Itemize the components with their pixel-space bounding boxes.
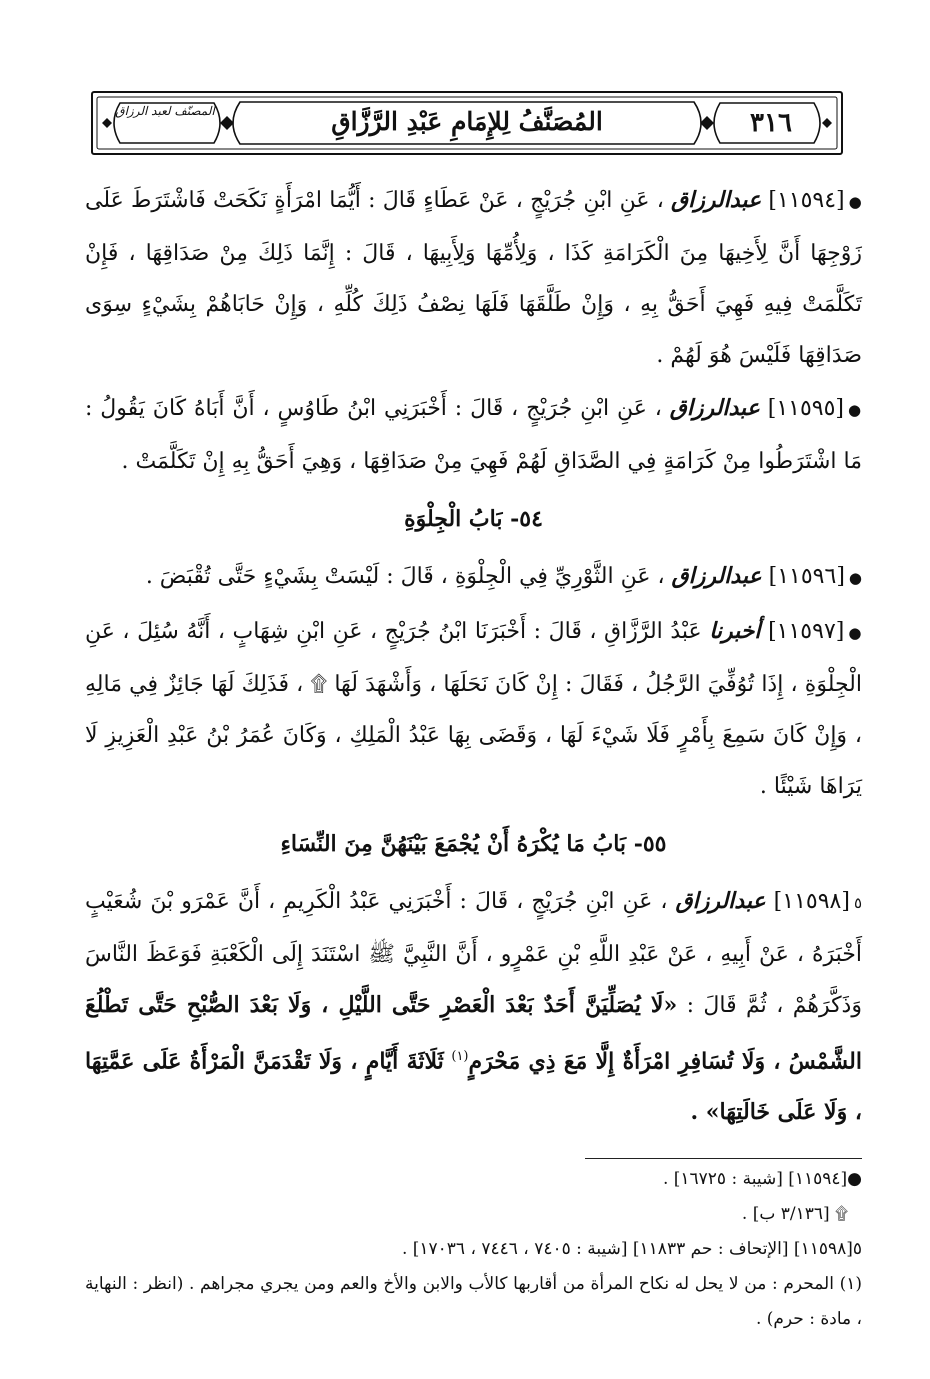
main-text — [85, 175, 862, 1138]
source-name: عبدالرزاق — [671, 187, 762, 213]
hadith-11597 — [85, 606, 862, 812]
running-title: المُصَنَّفُ لِلإِمَامِ عَبْدِ الرَّزَّاقِ — [331, 107, 603, 136]
chapter-heading-55: ٥٥- بَابُ مَا يُكْرَهُ أَنْ يُجْمَعَ بَيْنَهُنَّ مِنَ النِّسَاءِ — [280, 831, 667, 857]
source-name: عبدالرزاق — [671, 563, 762, 589]
footnote-1: ●[١١٥٩٤] [شيبة : ١٦٧٢٥] . — [662, 1169, 862, 1189]
bullet-mark: ● — [848, 569, 862, 587]
hadith-number: [١١٥٩٨] — [773, 889, 850, 914]
hadith-number: [١١٥٩٥] — [767, 396, 844, 421]
hadith-11595 — [85, 383, 862, 487]
hadith-text: ، عَنِ الثَّوْرِيِّ فِي الْجِلْوَةِ ، قَالَ : لَيْسَتْ بِشَيْءٍ حَتَّى تُقْبَضَ . — [145, 564, 665, 589]
bullet-mark: ● — [848, 624, 862, 642]
footnotes — [85, 1162, 862, 1337]
bullet-mark: ● — [848, 401, 862, 419]
source-name: عبدالرزاق — [669, 395, 760, 421]
source-name: عبدالرزاق — [675, 888, 766, 914]
publisher-logo: المصنّف لعبد الرزاق — [115, 104, 215, 118]
source-name: أخبرنا — [709, 618, 761, 644]
hadith-11598 — [85, 876, 862, 1138]
footnote-marker[interactable]: (١) — [451, 1049, 469, 1064]
page-number: ٣١٦ — [750, 108, 792, 138]
page-header — [90, 90, 844, 156]
hadith-11596 — [85, 551, 862, 604]
hadith-11594 — [85, 175, 862, 381]
hadith-text: ، عَنِ ابْنِ جُرَيْجٍ ، قَالَ : أَخْبَرَنِي ابْنُ طَاوُسٍ ، أَنَّ أَبَاهُ كَانَ يَقُولُ : مَا اشْتَرَطُوا مِنْ كَرَامَةٍ فِي الصَّدَاقِ لَهُمْ فَهِيَ مِنْ صَدَاقِهَا ، وَهِيَ أَحَقُّ بِهِ إِنْ تَكَلَّمَتْ . — [85, 396, 862, 474]
prophetic-saying: «لَا يُصَلِّيَنَّ أَحَدٌ بَعْدَ الْعَصْرِ حَتَّى اللَّيْلِ ، وَلَا بَعْدَ الصُّبْحِ حَتَّى تَطْلُعَ الشَّمْسُ ، وَلَا تُسَافِرِ امْرَأَةٌ إِلَّا مَعَ ذِي مَحْرَمٍ — [85, 992, 862, 1075]
footnote-separator — [585, 1158, 862, 1159]
footnote-3: ٥[١١٥٩٨] [الإتحاف : حم ١١٨٣٣] [شيبة : ٧٤٠٥ ، ٧٤٤٦ ، ١٧٠٣٦] . — [401, 1239, 862, 1259]
circle-mark: ٥ — [853, 894, 862, 912]
bullet-mark: ● — [848, 193, 862, 211]
chapter-heading-54: ٥٤- بَابُ الْجِلْوَةِ — [404, 506, 543, 532]
hadith-text: ، عَنِ ابْنِ جُرَيْجٍ ، عَنْ عَطَاءٍ قَالَ : أَيُّمَا امْرَأَةٍ نَكَحَتْ فَاشْتَرَطَ عَلَى زَوْجِهَا أَنَّ لِأَخِيهَا مِنَ الْكَرَامَةِ كَذَا ، وَلِأُمِّهَا وَلِأَبِيهَا ، قَالَ : إِنَّمَا ذَلِكَ مِنْ صَدَاقِهَا ، فَإِنْ تَكَلَّمَتْ فِيهِ فَهِيَ أَحَقُّ بِهِ ، وَإِنْ طَلَّقَهَا فَلَهَا نِصْفُ ذَلِكَ كُلِّهِ ، وَإِنْ حَابَاهُمْ بِشَيْءٍ سِوَى صَدَاقِهَا فَلَيْسَ هُوَ لَهُمْ . — [85, 188, 862, 368]
hadith-number: [١١٥٩٦] — [768, 564, 845, 589]
prophetic-saying-end: ثَلَاثَةَ أَيَّامٍ ، وَلَا تَقْدَمَنَّ الْمَرْأَةُ عَلَى عَمَّتِهَا ، وَلَا عَلَى خَالَتِهَا» . — [85, 1048, 862, 1126]
hadith-text: ، عَنِ ابْنِ جُرَيْجٍ ، قَالَ : أَخْبَرَنِي عَبْدُ الْكَرِيمِ ، أَنَّ عَمْرَو بْنَ شُعَيْبٍ أَخْبَرَهُ ، عَنْ أَبِيهِ ، عَنْ عَبْدِ اللَّهِ بْنِ عَمْرٍو ، أَنَّ النَّبِيَّ ﷺ اسْتَنَدَ إِلَى الْكَعْبَةِ فَوَعَظَ النَّاسَ وَذَكَّرَهُمْ ، ثُمَّ قَالَ : — [85, 889, 862, 1018]
hadith-text: عَبْدُ الرَّزَّاقِ ، قَالَ : أَخْبَرَنَا ابْنُ جُرَيْجٍ ، عَنِ ابْنِ شِهَابٍ ، أَنَّهُ سُئِلَ ، عَنِ الْجِلْوَةِ ، إِذَا تُوُفِّيَ الرَّجُلُ ، فَقَالَ : إِنْ كَانَ نَحَلَهَا ، وَأَشْهَدَ لَهَا ۩ ، فَذَلِكَ لَهَا جَائِزٌ فِي مَالِهِ ، وَإِنْ كَانَ سَمِعَ بِأَمْرٍ فَلَا شَيْءَ لَهَا ، وَقَضَى بِهَا عَبْدُ الْمَلِكِ ، وَكَانَ عُمَرُ بْنُ عَبْدِ الْعَزِيزِ لَا يَرَاهَا شَيْئًا . — [85, 619, 862, 799]
hadith-number: [١١٥٩٤] — [768, 188, 845, 213]
footnote-4: (١) المحرم : من لا يحل له نكاح المرأة من أقاربها كالأب والابن والأخ والعم ومن يجري مجراهم . (انظر : النهاية ، مادة : حرم) . — [85, 1274, 862, 1329]
footnote-2: ۩ [٣/١٣٦ ب] . — [741, 1204, 848, 1224]
hadith-number: [١١٥٩٧] — [768, 619, 845, 644]
